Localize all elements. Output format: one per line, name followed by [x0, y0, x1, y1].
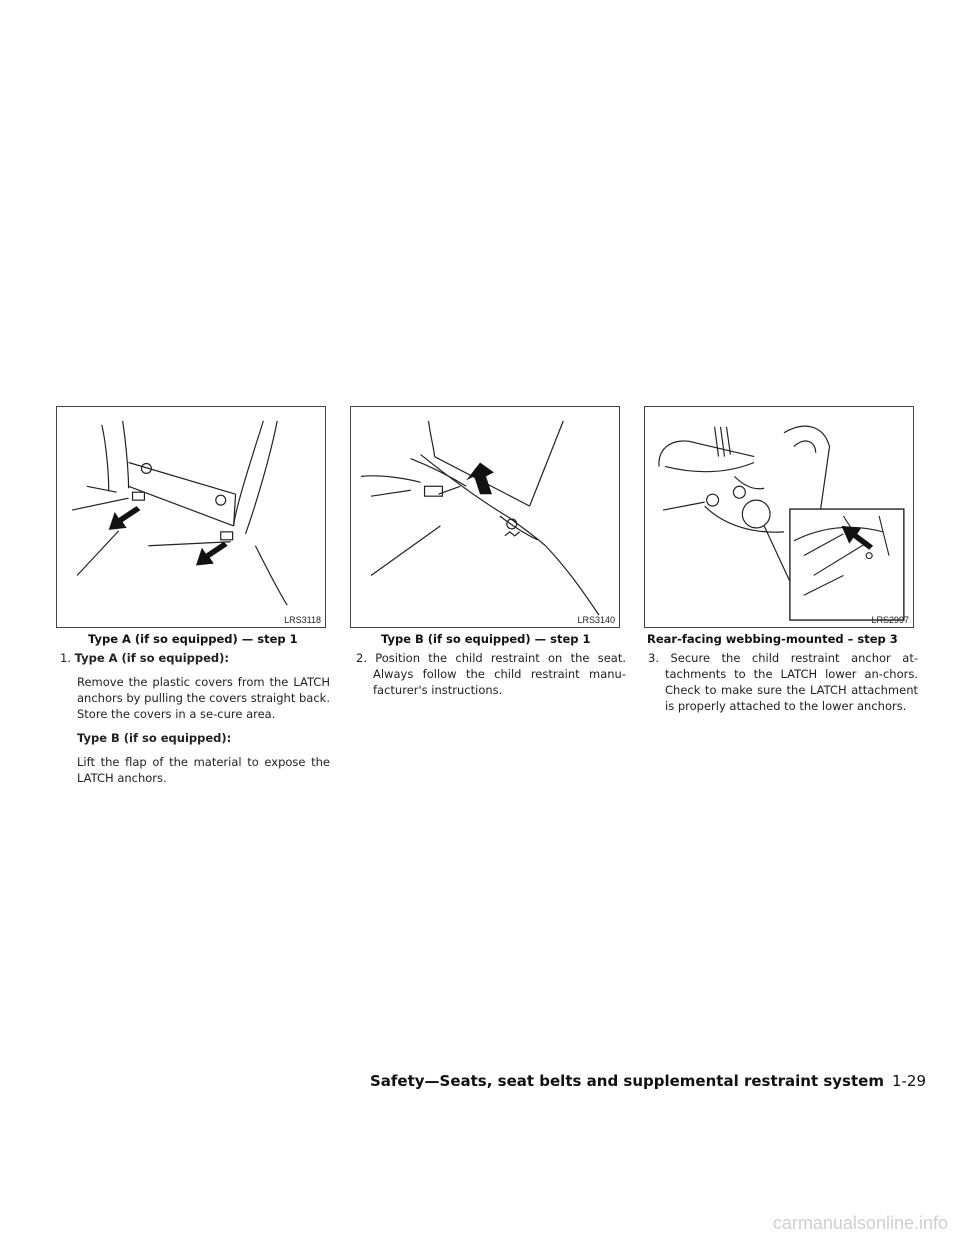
step-2-text: 2. Position the child restraint on the seat. Always follow the child restraint manu-facturer's instructions.: [356, 651, 626, 697]
step-1-column: [60, 650, 330, 794]
figure-type-a: [56, 406, 326, 628]
figure-code: LRS3140: [577, 615, 615, 625]
step-3-text: 3. Secure the child restraint anchor at-tachments to the LATCH lower an-chors. Check to make sure the LATCH attachment is properly attached to the lower anchors.: [648, 651, 918, 713]
type-b-heading: Type B (if so equipped):: [77, 731, 232, 745]
watermark: carmanualsonline.info: [772, 1213, 948, 1233]
seat-latch-covers-illustration: [57, 407, 325, 627]
figure-code: LRS2997: [871, 615, 909, 625]
page-footer: [370, 1072, 926, 1090]
step-1-heading: [60, 650, 330, 666]
page-number: 1-29: [891, 1072, 926, 1090]
child-seat-attach-illustration: [645, 407, 913, 627]
type-a-heading: Type A (if so equipped):: [74, 651, 230, 665]
step-2-column: [356, 650, 626, 706]
section-title: Safety—Seats, seat belts and supplemental restraint system: [369, 1072, 884, 1090]
step-3-column: [648, 650, 918, 722]
type-b-text: Lift the flap of the material to expose the LATCH anchors.: [77, 755, 330, 785]
figure-caption: Type B (if so equipped) — step 1: [381, 632, 591, 646]
type-a-text: Remove the plastic covers from the LATCH anchors by pulling the covers straight back. Store the covers in a se-cure area.: [77, 675, 330, 721]
figure-caption: Type A (if so equipped) — step 1: [88, 632, 298, 646]
figure-rear-facing: [644, 406, 914, 628]
figure-type-b: [350, 406, 620, 628]
figure-code: LRS3118: [284, 615, 321, 625]
seat-flap-illustration: [351, 407, 619, 627]
step-number: 1.: [60, 651, 71, 665]
figure-caption: Rear-facing webbing-mounted – step 3: [647, 632, 898, 646]
